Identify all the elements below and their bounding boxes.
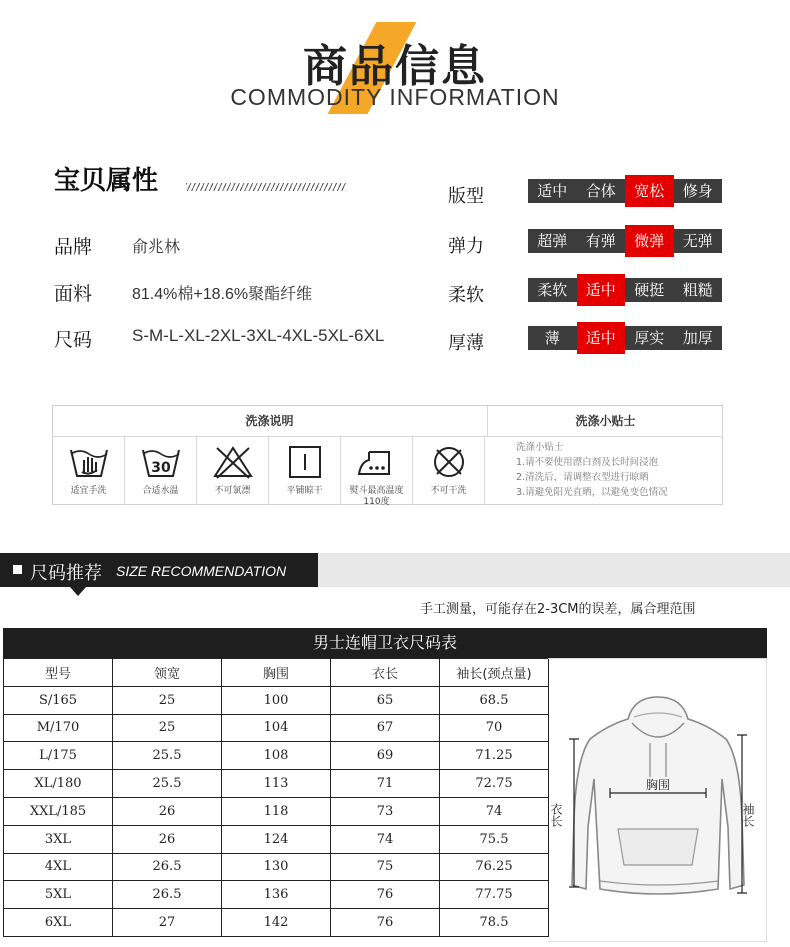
prop-option-selected: 适中 <box>577 274 626 306</box>
table-cell: 76 <box>331 909 440 937</box>
wash-icon-label: 适宜手洗 <box>70 486 107 496</box>
table-cell: M/170 <box>4 714 113 742</box>
table-cell: 71 <box>331 770 440 798</box>
table-cell: 70 <box>440 714 549 742</box>
table-cell: 65 <box>331 686 440 714</box>
prop-scale-elastic <box>528 229 722 253</box>
table-cell: 25.5 <box>113 742 222 770</box>
page-title: 商品信息 <box>303 41 487 92</box>
table-cell: 69 <box>331 742 440 770</box>
diagram-length-label: 衣长 <box>549 803 563 827</box>
table-header-cell: 胸围 <box>222 659 331 687</box>
fabric-value: 81.4%棉+18.6%聚酯纤维 <box>132 286 313 303</box>
prop-option: 合体 <box>585 182 616 200</box>
table-row <box>4 770 549 798</box>
diagram-sleeve-label: 袖长 <box>741 803 755 827</box>
table-cell: 75 <box>331 853 440 881</box>
prop-scale-soft <box>528 278 722 302</box>
table-cell: 130 <box>222 853 331 881</box>
washing-tips-header: 洗涤小贴士 <box>487 405 723 437</box>
table-cell: 142 <box>222 909 331 937</box>
table-cell: 6XL <box>4 909 113 937</box>
measurement-note: 手工测量，可能存在2-3CM的误差，属合理范围 <box>420 602 696 617</box>
wash-icon-label: 平铺晾干 <box>286 486 323 496</box>
iron-icon <box>341 437 413 505</box>
table-cell: 74 <box>440 797 549 825</box>
table-cell: L/175 <box>4 742 113 770</box>
table-cell: 75.5 <box>440 825 549 853</box>
size-value: S-M-L-XL-2XL-3XL-4XL-5XL-6XL <box>132 326 385 345</box>
prop-option: 硬挺 <box>634 281 665 299</box>
table-cell: 25 <box>113 714 222 742</box>
table-cell: 78.5 <box>440 909 549 937</box>
table-header-cell: 衣长 <box>331 659 440 687</box>
table-row <box>4 714 549 742</box>
table-header-cell: 袖长(颈点量) <box>440 659 549 687</box>
washing-header: 洗涤说明 <box>52 405 487 437</box>
prop-label-thickness: 厚薄 <box>448 333 484 354</box>
square-bullet-icon <box>13 565 22 574</box>
prop-option: 粗糙 <box>682 281 713 299</box>
table-row <box>4 825 549 853</box>
table-header-cell: 型号 <box>4 659 113 687</box>
prop-label-fit: 版型 <box>448 186 484 207</box>
table-row <box>4 881 549 909</box>
table-row <box>4 686 549 714</box>
prop-option: 加厚 <box>682 329 713 347</box>
prop-option: 厚实 <box>634 329 665 347</box>
diagram-chest-label: 胸围 <box>645 778 671 792</box>
wash-icon-label: 不可氯漂 <box>214 486 251 496</box>
tip-item: 2.清洗后，请调整衣型进行晾晒 <box>516 472 649 483</box>
washing-tips <box>516 440 668 500</box>
flat-dry-icon <box>269 437 341 505</box>
wash-temp-number: 30 <box>150 460 171 476</box>
table-cell: 124 <box>222 825 331 853</box>
tip-item: 1.请不要使用漂白剂及长时间浸泡 <box>516 457 659 468</box>
prop-option-selected: 适中 <box>577 322 626 354</box>
table-row <box>4 909 549 937</box>
table-cell: XL/180 <box>4 770 113 798</box>
size-table-title: 男士连帽卫衣尺码表 <box>3 628 767 658</box>
table-cell: 136 <box>222 881 331 909</box>
table-cell: S/165 <box>4 686 113 714</box>
prop-option: 有弹 <box>585 232 616 250</box>
table-cell: 100 <box>222 686 331 714</box>
table-cell: 26 <box>113 825 222 853</box>
table-cell: 74 <box>331 825 440 853</box>
table-cell: 4XL <box>4 853 113 881</box>
prop-scale-fit <box>528 179 722 203</box>
prop-label-soft: 柔软 <box>448 285 484 306</box>
wash-icon-label: 熨斗最高温度110度 <box>349 486 404 507</box>
table-row <box>4 853 549 881</box>
table-cell: 104 <box>222 714 331 742</box>
prop-option: 超弹 <box>537 232 568 250</box>
prop-option: 无弹 <box>682 232 713 250</box>
hand-wash-icon <box>53 437 125 505</box>
table-cell: XXL/185 <box>4 797 113 825</box>
table-header-cell: 领宽 <box>113 659 222 687</box>
table-cell: 76 <box>331 881 440 909</box>
no-dry-clean-icon <box>413 437 485 505</box>
prop-option-selected: 宽松 <box>625 175 674 207</box>
table-cell: 25.5 <box>113 770 222 798</box>
size-table <box>3 658 549 937</box>
table-row <box>4 742 549 770</box>
table-cell: 68.5 <box>440 686 549 714</box>
table-cell: 67 <box>331 714 440 742</box>
hoodie-diagram <box>548 658 767 942</box>
tips-title: 洗涤小贴士 <box>516 442 564 453</box>
wash-icon-label: 不可干洗 <box>430 486 467 496</box>
table-cell: 72.75 <box>440 770 549 798</box>
prop-option: 薄 <box>544 329 560 347</box>
table-cell: 27 <box>113 909 222 937</box>
tip-item: 3.请避免阳光直晒，以避免变色情况 <box>516 487 668 498</box>
table-cell: 76.25 <box>440 853 549 881</box>
prop-scale-thickness <box>528 326 722 350</box>
table-cell: 26 <box>113 797 222 825</box>
hoodie-illustration <box>548 659 767 943</box>
table-cell: 73 <box>331 797 440 825</box>
fabric-label: 面料 <box>54 283 93 305</box>
table-header-row <box>4 659 549 687</box>
prop-option: 修身 <box>682 182 713 200</box>
brand-value: 俞兆林 <box>132 239 181 256</box>
prop-label-elastic: 弹力 <box>448 236 484 257</box>
table-cell: 113 <box>222 770 331 798</box>
size-section-title: 尺码推荐 <box>30 563 102 584</box>
wash-icon-label: 合适水温 <box>142 486 179 496</box>
no-bleach-icon <box>197 437 269 505</box>
prop-option: 适中 <box>537 182 568 200</box>
page-subtitle: COMMODITY INFORMATION <box>230 84 560 110</box>
table-cell: 71.25 <box>440 742 549 770</box>
title-hatch-decoration <box>186 183 346 191</box>
table-cell: 5XL <box>4 881 113 909</box>
size-section-title-en: SIZE RECOMMENDATION <box>116 563 287 579</box>
size-label: 尺码 <box>54 329 93 351</box>
prop-option-selected: 微弹 <box>625 225 674 257</box>
table-cell: 108 <box>222 742 331 770</box>
table-row <box>4 797 549 825</box>
table-cell: 26.5 <box>113 881 222 909</box>
table-cell: 25 <box>113 686 222 714</box>
attributes-title: 宝贝属性 <box>54 166 159 196</box>
prop-option: 柔软 <box>537 281 568 299</box>
banner-pointer-icon <box>70 587 86 596</box>
table-cell: 3XL <box>4 825 113 853</box>
brand-label: 品牌 <box>54 236 93 258</box>
table-cell: 118 <box>222 797 331 825</box>
table-cell: 77.75 <box>440 881 549 909</box>
wash-30-icon <box>125 437 197 505</box>
table-cell: 26.5 <box>113 853 222 881</box>
